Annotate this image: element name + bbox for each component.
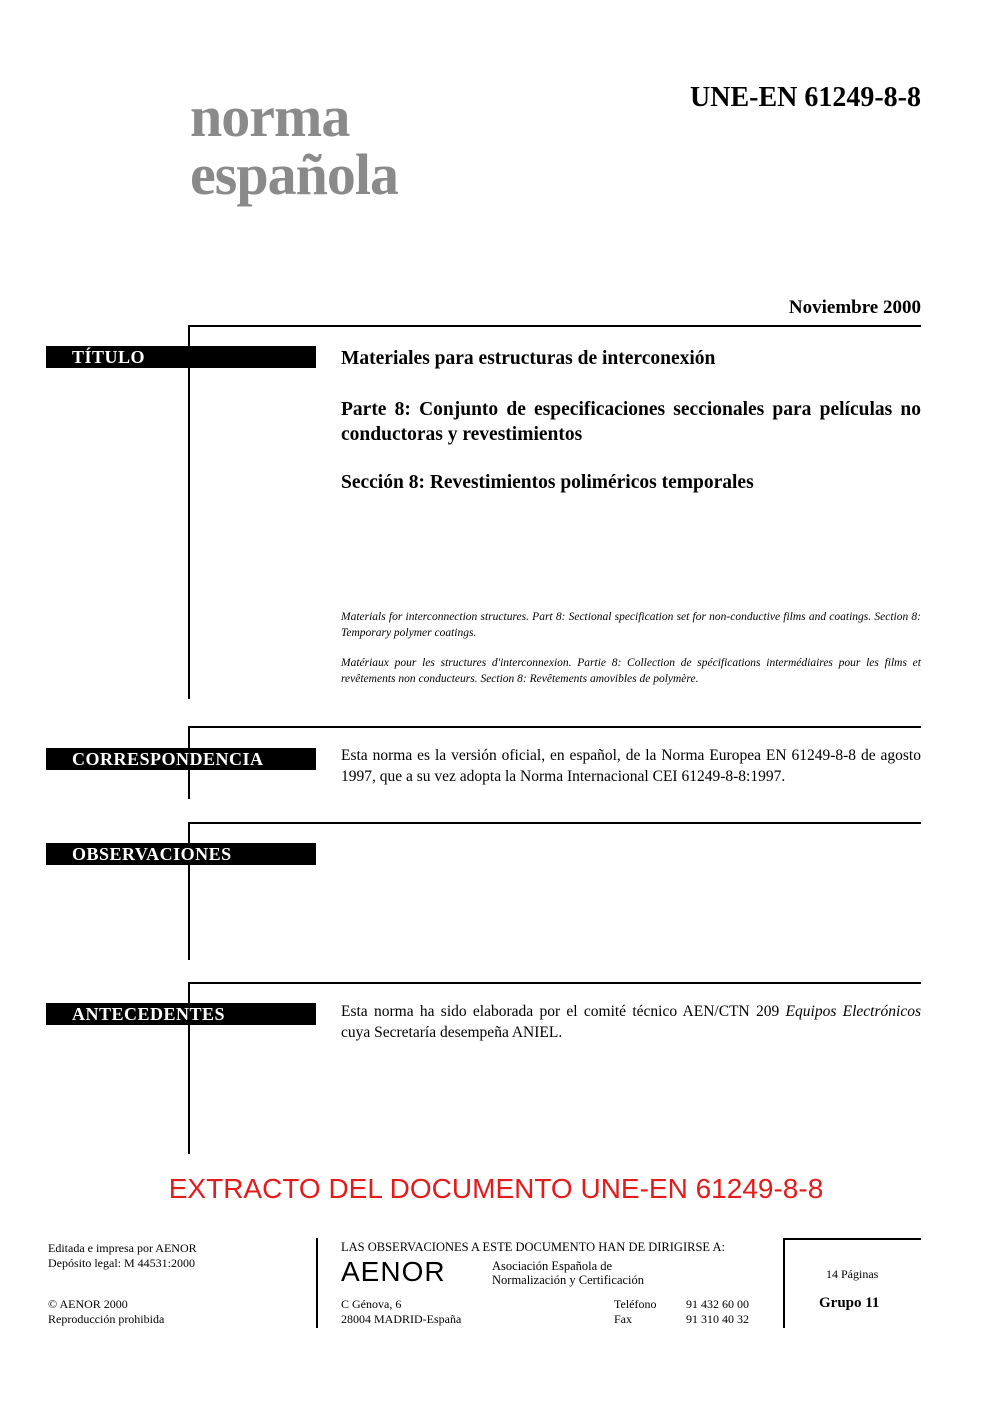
section-vertical-rule — [188, 325, 190, 699]
extract-watermark: EXTRACTO DEL DOCUMENTO UNE-EN 61249-8-8 — [168, 1173, 824, 1204]
copyright: © AENOR 2000 — [48, 1297, 128, 1311]
label-titulo: TÍTULO — [46, 346, 316, 368]
title-line-2: Parte 8: Conjunto de especificaciones seccionales para películas no conductoras y revestimientos — [341, 399, 921, 445]
publication-date: Noviembre 2000 — [788, 297, 921, 318]
reproduction-notice: Reproducción prohibida — [48, 1312, 165, 1326]
phone-label: Teléfono — [614, 1297, 657, 1311]
standard-code: UNE-EN 61249-8-8 — [690, 82, 921, 113]
correspondencia-text: Esta norma es la versión oficial, en español, de la Norma Europea EN 61249-8-8 de agosto 1997, que a su vez adopta la Norma Internacional CEI 61249-8-8:1997. — [341, 747, 921, 785]
association-line-1: Asociación Española de — [492, 1259, 613, 1273]
brand-line-norma: norma — [190, 84, 350, 149]
brand-line-espanola: española — [190, 142, 398, 207]
section-divider — [188, 982, 921, 984]
legal-deposit: Depósito legal: M 44531:2000 — [48, 1256, 195, 1270]
fax-label: Fax — [614, 1312, 632, 1326]
antecedentes-text-part: Esta norma ha sido elaborada por el comité técnico AEN/CTN 209 — [341, 1003, 786, 1020]
price-group: Grupo 11 — [819, 1295, 880, 1311]
pages-box-top — [783, 1238, 921, 1240]
fax-number: 91 310 40 32 — [686, 1312, 749, 1326]
observations-header: LAS OBSERVACIONES A ESTE DOCUMENTO HAN DE DIRIGIRSE A: — [341, 1240, 725, 1254]
phone-number: 91 432 60 00 — [686, 1297, 749, 1311]
page-count: 14 Páginas — [826, 1267, 879, 1281]
footer-divider — [316, 1238, 318, 1328]
section-divider — [188, 822, 921, 824]
city-address: 28004 MADRID-España — [341, 1312, 462, 1326]
edited-by: Editada e impresa por AENOR — [48, 1241, 197, 1255]
title-french: Matériaux pour les structures d'interconnexion. Partie 8: Collection de spécifications intermédiaires pour les films et revêtements non conducteurs. Section 8: Revêtements amovibles de polymère. — [341, 657, 921, 685]
pages-box-left — [783, 1238, 785, 1328]
label-antecedentes: ANTECEDENTES — [46, 1003, 316, 1025]
title-line-1: Materiales para estructuras de interconexión — [341, 348, 716, 369]
aenor-logo: AENOR — [341, 1256, 446, 1287]
title-english: Materials for interconnection structures. Part 8: Sectional specification set for non-conductive films and coatings. Section 8: Temporary polymer coatings. — [341, 611, 921, 639]
title-line-3: Sección 8: Revestimientos poliméricos temporales — [341, 472, 754, 493]
antecedentes-text — [341, 1001, 921, 1043]
label-correspondencia: CORRESPONDENCIA — [46, 748, 316, 770]
antecedentes-text-part: cuya Secretaría desempeña ANIEL. — [341, 1024, 563, 1041]
label-observaciones: OBSERVACIONES — [46, 843, 316, 865]
section-divider — [188, 726, 921, 728]
section-divider — [188, 325, 921, 327]
street-address: C Génova, 6 — [341, 1297, 402, 1311]
committee-name: Equipos Electrónicos — [785, 1003, 921, 1020]
association-line-2: Normalización y Certificación — [492, 1273, 645, 1287]
